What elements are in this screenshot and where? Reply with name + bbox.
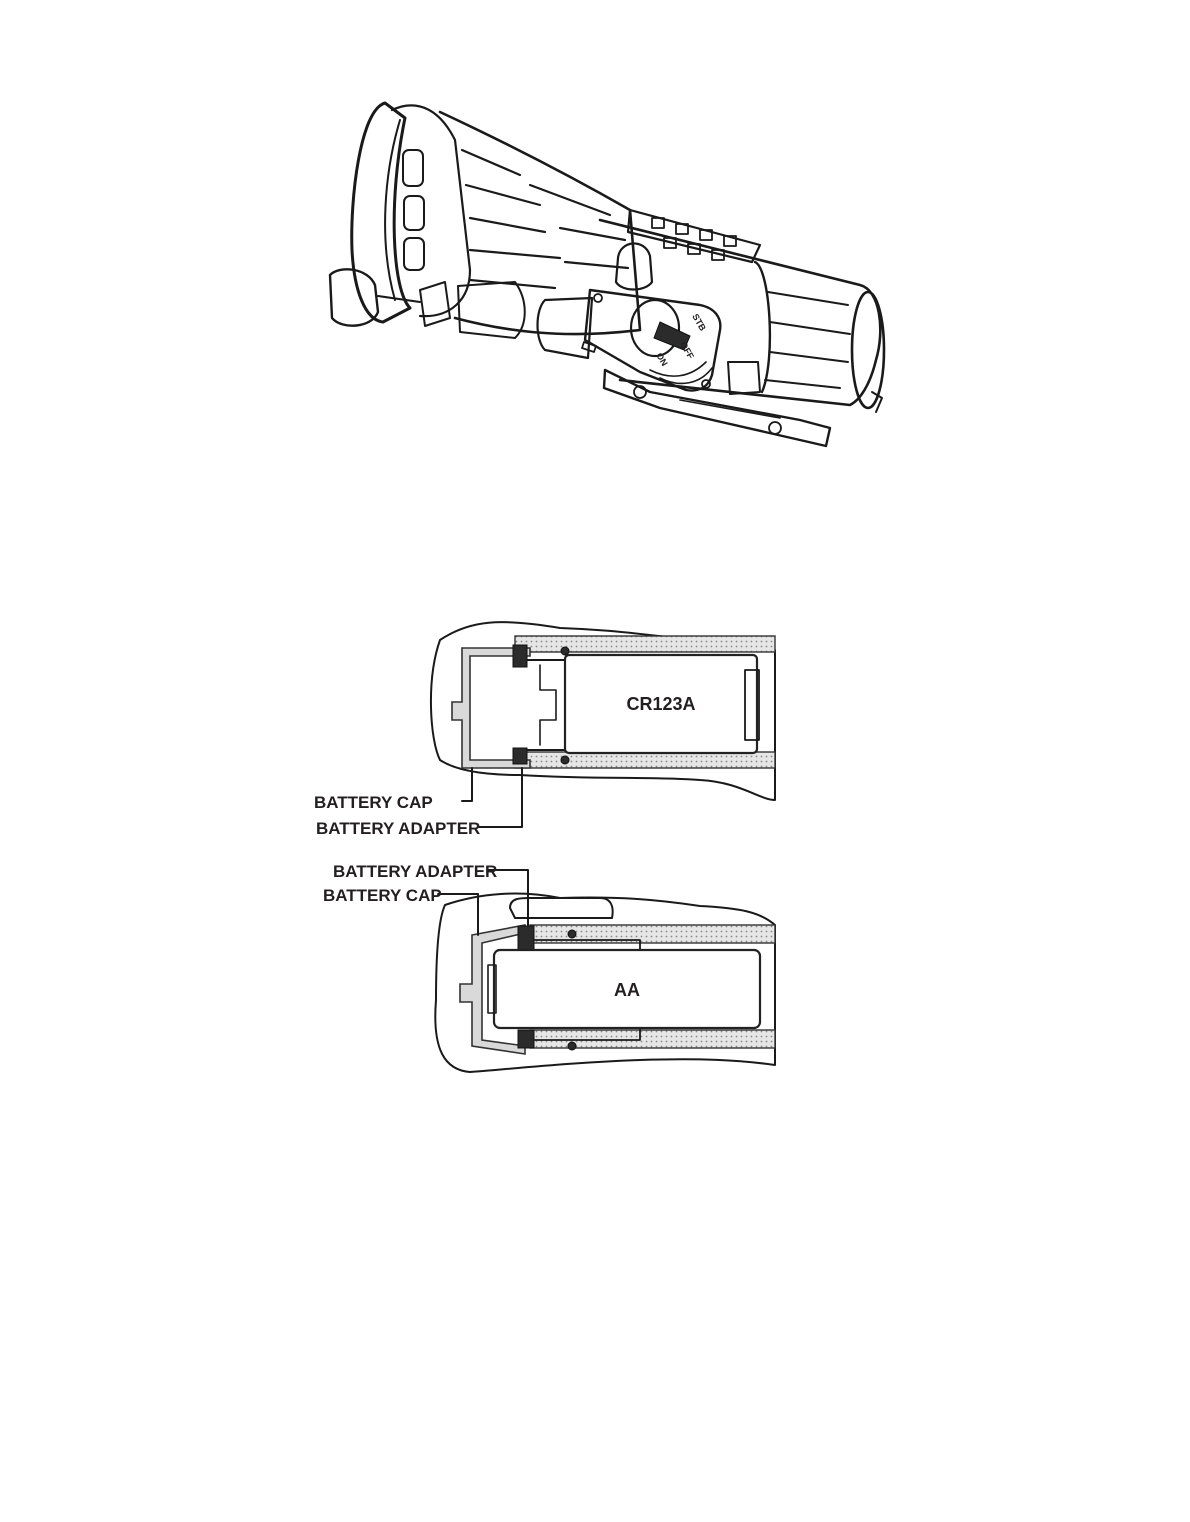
selector-on-label: ON <box>654 351 670 368</box>
night-vision-scope-drawing <box>330 103 884 446</box>
cr123a-battery-label: CR123A <box>626 694 696 714</box>
cr123a-battery-adapter-callout: BATTERY ADAPTER <box>316 819 481 838</box>
cr123a-battery-cap-callout: BATTERY CAP <box>314 793 433 812</box>
aa-battery-label: AA <box>614 980 640 1000</box>
cr123a-cross-section <box>314 622 775 838</box>
selector-stb-label: STB <box>690 312 708 333</box>
aa-battery-adapter-callout: BATTERY ADAPTER <box>333 862 498 881</box>
aa-battery-cap-callout: BATTERY CAP <box>323 886 442 905</box>
selector-off-label: OFF <box>678 340 696 361</box>
aa-cross-section <box>323 862 775 1072</box>
